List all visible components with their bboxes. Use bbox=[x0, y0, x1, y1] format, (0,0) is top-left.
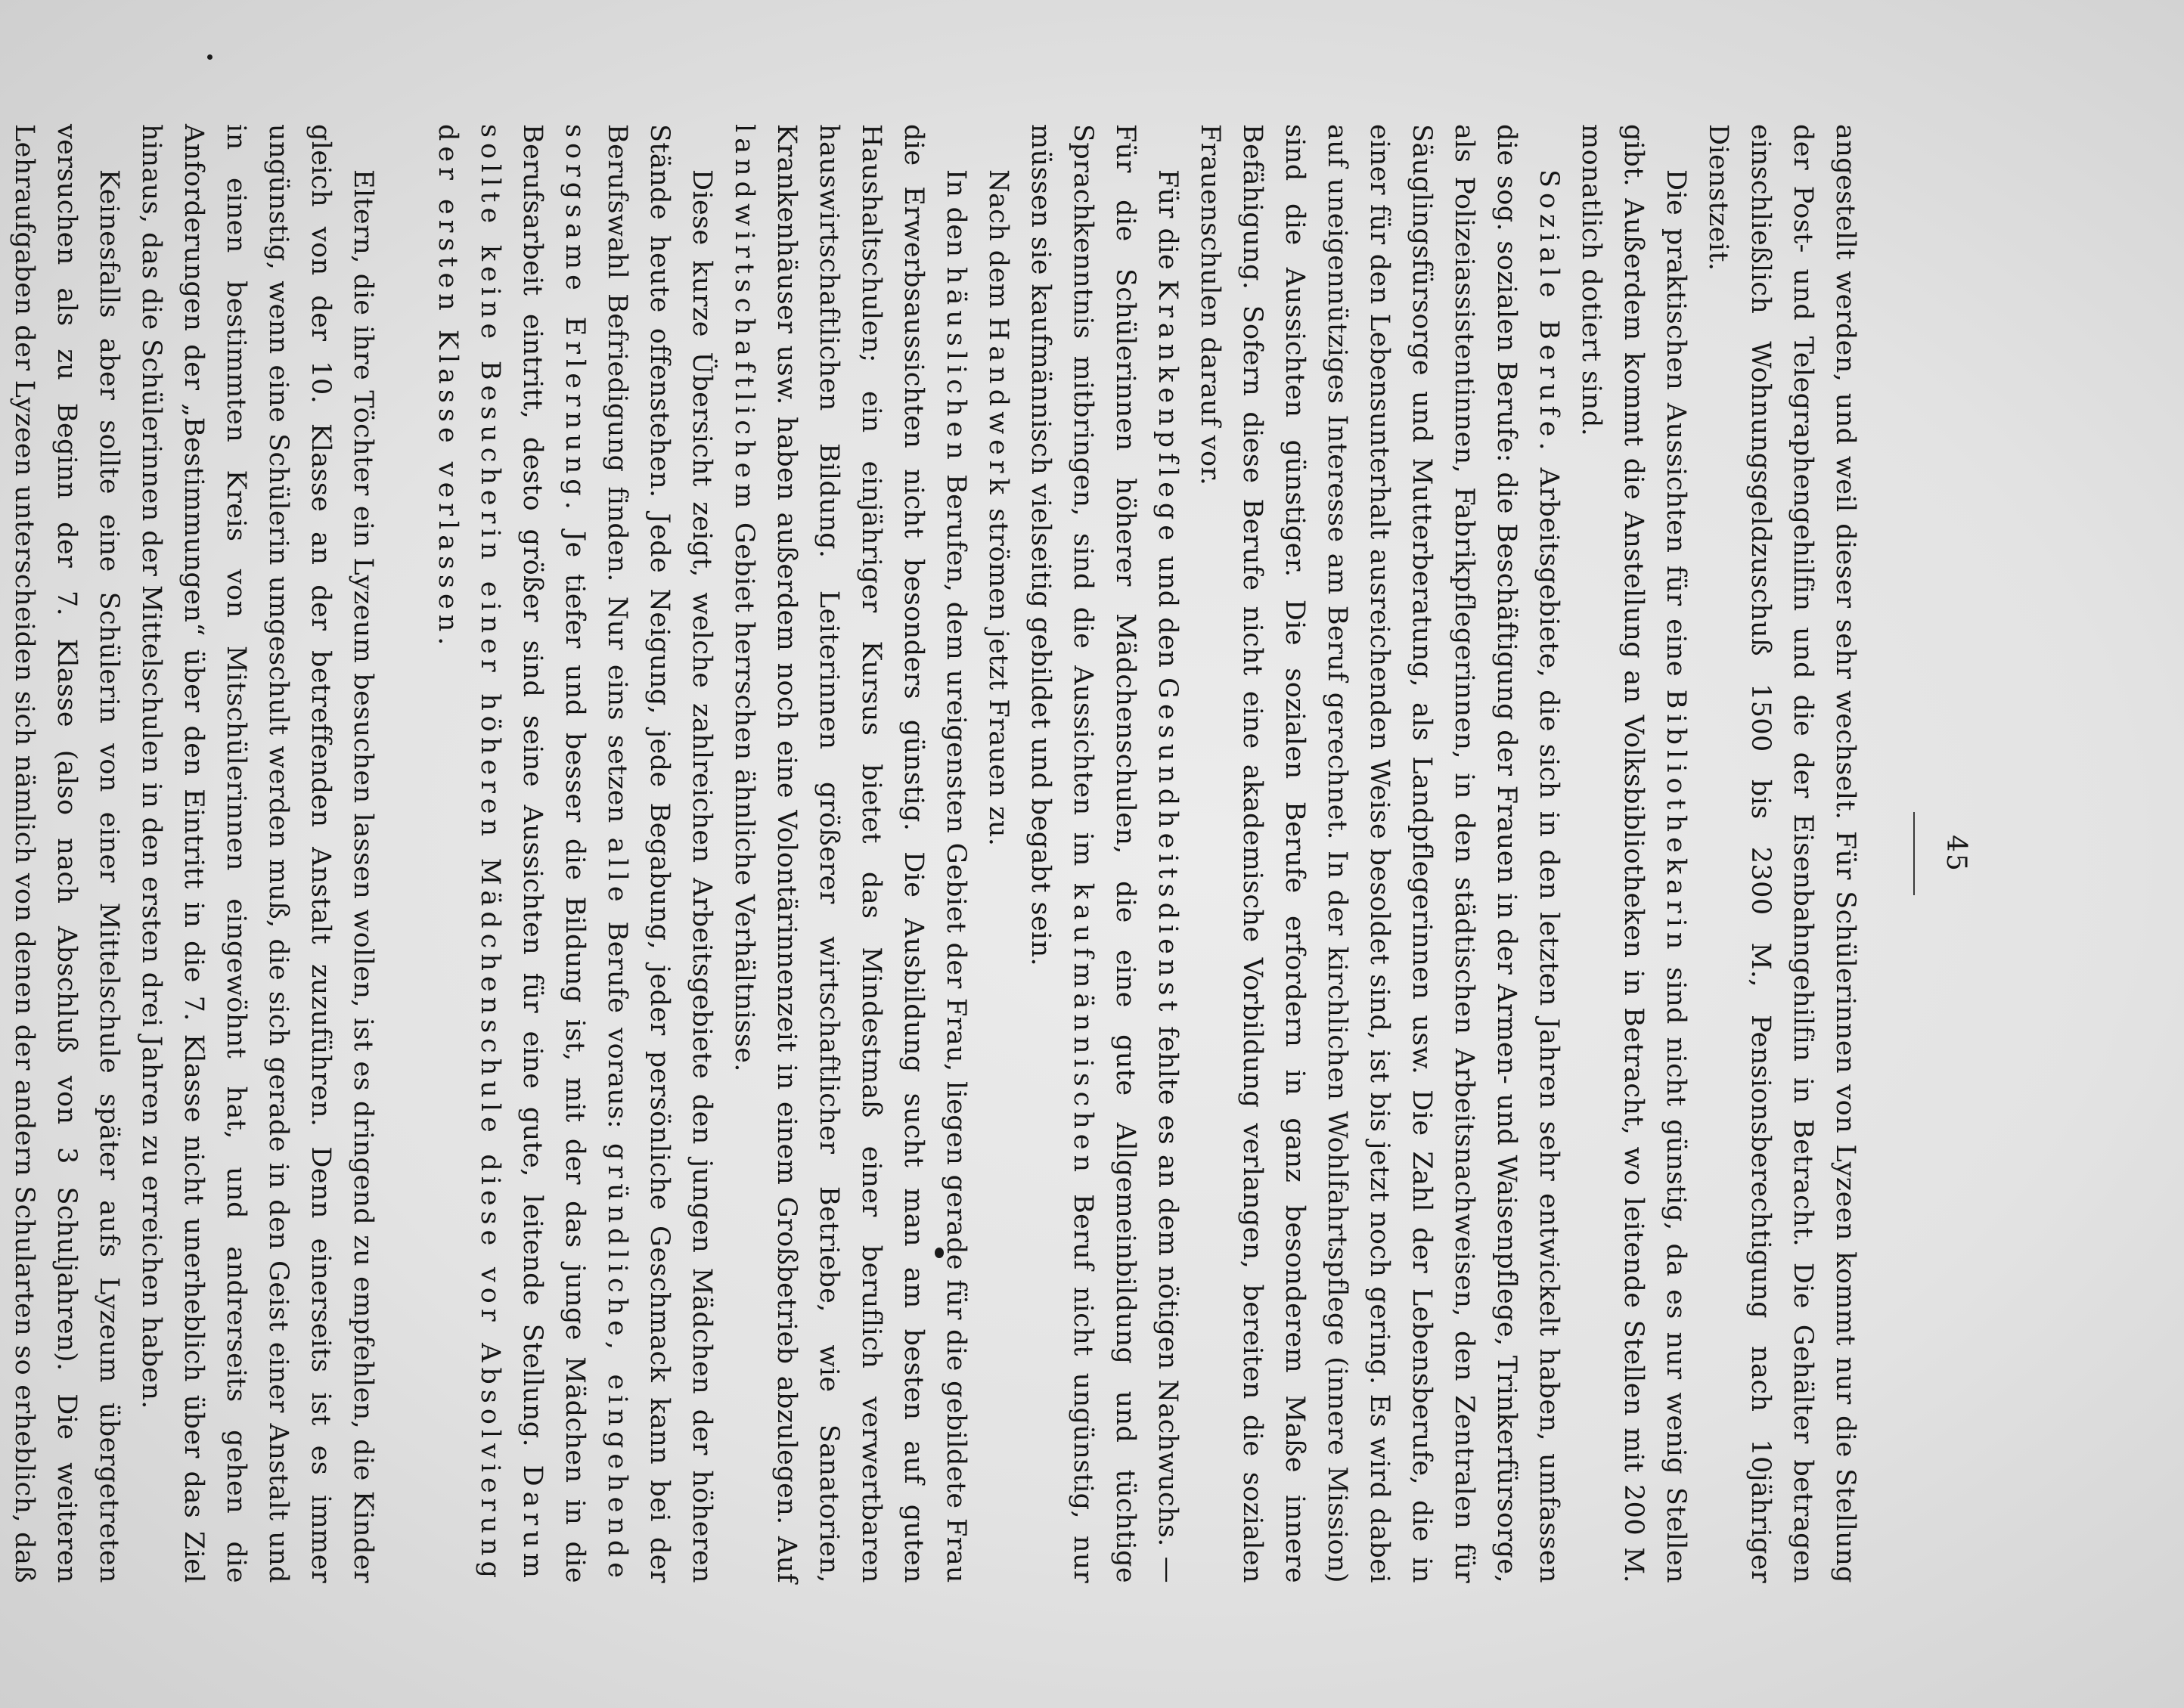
page-number: 45 bbox=[1940, 835, 1971, 873]
paragraph-text: Beruf nicht ungünstig, nur müssen sie kaufmännisch vielseitig gebildet und begabt sein. bbox=[1025, 124, 1098, 1584]
paragraph-text: fehlte es an dem nötigen Nachwuchs. — Für die Schülerinnen höherer Mädchenschulen, die eine gute Allgemeinbildung und tüchtige Sprachkenntnis mitbringen, sind die Aussichten im bbox=[1068, 124, 1183, 1583]
spaced-emphasis: kaufmännischen bbox=[1068, 882, 1098, 1178]
paragraph-domestic bbox=[723, 124, 977, 1583]
paragraph-librarian bbox=[1570, 124, 1697, 1583]
paragraph-text: Für die bbox=[1152, 169, 1183, 280]
paragraph-text: Berufe voraus: bbox=[602, 907, 632, 1143]
paragraph-text: Je tiefer und besser die Bildung ist, mit der das junge Mädchen in die Berufsarbeit eintritt, desto größer sind seine Aussichten für eine gute, leitende Stellung. bbox=[517, 124, 590, 1583]
paragraph-text: strömen jetzt Frauen zu. bbox=[983, 499, 1013, 847]
spaced-emphasis: Bibliothekarin bbox=[1661, 689, 1691, 955]
spaced-emphasis: häuslichen bbox=[941, 266, 971, 465]
paragraph-text: sind nicht günstig, da es nur wenig Stellen gibt. Außerdem kommt die Anstellung an Volksbibliotheken in Betracht, wo leitende Stellen mit 200 M. monatlich dotiert sind. bbox=[1576, 124, 1691, 1584]
spaced-emphasis: Krankenpflege bbox=[1152, 279, 1183, 547]
spaced-emphasis: Soziale Berufe. bbox=[1534, 169, 1564, 456]
paragraph-text: Arbeitsgebiete, die sich in den letzten Jahren sehr entwickelt haben, umfassen die sog. sozialen Berufe: die Beschäftigung der Frauen in der Armen- und Waisenpflege, Trinkerfürsorge, als Polizeiassistentinnen, Fabrikpflegerinnen, in den städtischen Arbeitsnachweisen, den Zentralen für Säuglingsfürsorge und Mutterberatung, als Landpflegerinnen usw. Die Zahl der Lebensberufe, die in einer für den Lebensunterhalt ausreichenden Weise besoldet sind, ist bis jetzt noch gering. Es wird dabei auf uneigennütziges Interesse am Beruf gerechnet. In der kirchlichen Wohlfahrtspflege (innere Mission) sind die Aussichten günstiger. Die sozialen Berufe erfordern in ganz besonderem Maße innere Befähigung. Sofern diese Berufe nicht eine akademische Vorbildung verlangen, bereiten die sozialen Frauenschulen darauf vor. bbox=[1195, 124, 1564, 1583]
paragraph-text: In den bbox=[941, 169, 971, 267]
spaced-emphasis: Handwerk bbox=[983, 317, 1013, 500]
paragraph-gap bbox=[384, 124, 427, 1583]
paragraph-transfer bbox=[0, 124, 130, 1583]
paragraph-text: angestellt werden, und weil dieser sehr wechselt. Für Schülerinnen von Lyzeen kommt nur die Stellung der Post- und Telegraphengehilfin und die der Eisenbahngehilfin in Betracht. Die Gehälter betragen einschließlich Wohnungsgeldzuschuß 1500 bis 2300 M., Pensionsberechtigung nach 10jähriger Dienstzeit. bbox=[1703, 124, 1860, 1583]
paragraph-text: Nach dem bbox=[983, 169, 1013, 318]
spaced-emphasis: Gesundheitsdienst bbox=[1152, 677, 1183, 1017]
paragraph-text: Diese kurze Übersicht zeigt, welche zahlreichen Arbeitsgebiete den jungen Mädchen der höheren Stände heute offenstehen. Jede Neigung, jede Begabung, jeder persönliche Geschmack kann bei der Berufswahl Befriedigung finden. Nur eins setzen bbox=[602, 124, 717, 1583]
paragraph-social-professions bbox=[1189, 124, 1570, 1583]
paragraph-handicraft bbox=[977, 124, 1019, 1583]
paragraph-parents-advice bbox=[130, 124, 384, 1583]
header-rule bbox=[1913, 812, 1915, 895]
paragraph-text: Gebiet herrschen ähnliche Verhältnisse. bbox=[729, 513, 759, 1072]
paragraph-overview bbox=[427, 124, 723, 1583]
paragraph-text: Berufen, dem ureigensten Gebiet der Frau, liegen gerade für die gebildete Frau die Erwerbsaussichten nicht besonders günstig. Die Ausbildung sucht man am besten auf guten Haushaltschulen; ein einjähriger Kursus bietet das Mindestmaß einer beruflich verwertbaren hauswirtschaftlichen Bildung. Leiterinnen größerer wirtschaftlicher Betriebe, wie Sanatorien, Krankenhäuser usw. haben außerdem noch eine Volontärinnenzeit in einem Großbetrieb abzulegen. Auf bbox=[771, 124, 971, 1583]
spaced-emphasis: landwirtschaftlichem bbox=[729, 124, 759, 514]
spaced-emphasis: gründliche, eingehende sorgsame Erlernung. bbox=[560, 124, 632, 1584]
paragraph-text: und den bbox=[1152, 546, 1183, 677]
spaced-emphasis: Darum sollte keine Besucherin einer höheren Mädchenschule diese vor Absolvierung der ersten Klasse verlassen. bbox=[433, 124, 548, 1583]
spaced-emphasis: alle bbox=[602, 837, 632, 907]
paragraph-text: Keinesfalls aber sollte eine Schülerin von einer Mittelschule später aufs Lyzeum übergetreten versuchen als zu Beginn der 7. Klasse (also nach Abschluß von 3 Schuljahren). Die weiteren Lehraufgaben der Lyzeen unterscheiden sich nämlich von denen der andern Schularten so erheblich, daß bbox=[9, 124, 124, 1583]
paragraph-civil-service bbox=[1697, 124, 1866, 1583]
paragraph-text: Die praktischen Aussichten für eine bbox=[1661, 169, 1691, 690]
paragraph-nursing bbox=[1019, 124, 1189, 1583]
book-page bbox=[9, 56, 2022, 1651]
paragraph-text: Eltern, die ihre Töchter ein Lyzeum besuchen lassen wollen, ist es dringend zu empfehlen, die Kinder gleich von der 10. Klasse an der betreffenden Anstalt zuzuführen. Denn einerseits ist es immer ungünstig, wenn eine Schülerin umgeschult werden muß, die sich gerade in den Geist einer Anstalt und in einen bestimmten Kreis von Mitschülerinnen eingewöhnt hat, und andrerseits gehen die Anforderungen der „Bestimmungen“ über den Eintritt in die 7. Klasse nicht unerheblich über das Ziel hinaus, das die Schülerinnen der Mittelschulen in den ersten drei Jahren zu erreichen haben. bbox=[136, 124, 378, 1583]
